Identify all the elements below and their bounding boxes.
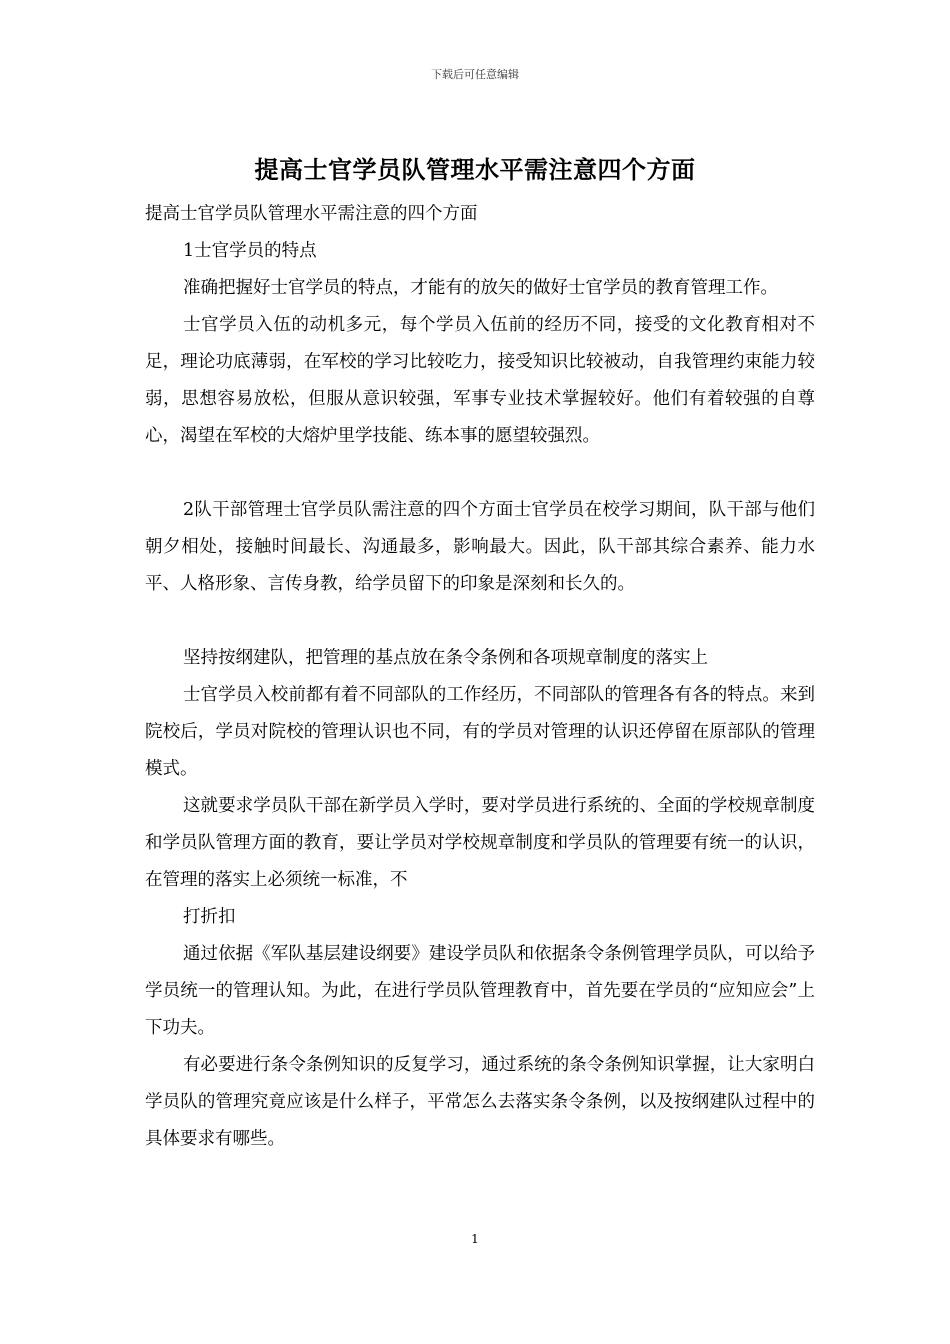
paragraph: 这就要求学员队干部在新学员入学时，要对学员进行系统的、全面的学校规章制度和学员队管理方面的教育，要让学员对学校规章制度和学员队的管理要有统一的认识，在管理的落实上必须统一标准，不 xyxy=(145,796,815,890)
paragraph: 士官学员入校前都有着不同部队的工作经历，不同部队的管理各有各的特点。来到院校后，学员对院校的管理认识也不同，有的学员对管理的认识还停留在原部队的管理模式。 xyxy=(145,685,815,779)
paragraph: 士官学员入伍的动机多元，每个学员入伍前的经历不同，接受的文化教育相对不足，理论功底薄弱，在军校的学习比较吃力，接受知识比较被动，自我管理约束能力较弱，思想容易放松，但服从意识较强，军事专业技术掌握较好。他们有着较强的自尊心，渴望在军校的大熔炉里学技能、练本事的愿望较强烈。 xyxy=(145,315,815,446)
document-body xyxy=(145,196,815,1158)
paragraph-section-2: 2队干部管理士官学员队需注意的四个方面士官学员在校学习期间，队干部与他们朝夕相处，接触时间最长、沟通最多，影响最大。因此，队干部其综合素养、能力水平、人格形象、言传身教，给学员留下的印象是深刻和长久的。 xyxy=(145,500,815,594)
paragraph-subheading: 坚持按纲建队，把管理的基点放在条令条例和各项规章制度的落实上 xyxy=(183,648,708,668)
paragraph-section-1-heading: 1士官学员的特点 xyxy=(183,241,317,261)
paragraph-subtitle: 提高士官学员队管理水平需注意的四个方面 xyxy=(145,204,478,224)
paragraph: 打折扣 xyxy=(183,907,236,927)
paragraph: 准确把握好士官学员的特点，才能有的放矢的做好士官学员的教育管理工作。 xyxy=(183,278,778,298)
header-note: 下载后可任意编辑 xyxy=(431,68,519,81)
paragraph: 有必要进行条令条例知识的反复学习，通过系统的条令条例知识掌握，让大家明白学员队的管理究竟应该是什么样子，平常怎么去落实条令条例，以及按纲建队过程中的具体要求有哪些。 xyxy=(145,1055,815,1149)
document-title: 提高士官学员队管理水平需注意四个方面 xyxy=(254,156,696,184)
page-number: 1 xyxy=(471,1232,479,1246)
paragraph: 通过依据《军队基层建设纲要》建设学员队和依据条令条例管理学员队，可以给予学员统一的管理认知。为此，在进行学员队管理教育中，首先要在学员的“应知应会”上下功夫。 xyxy=(145,944,815,1038)
